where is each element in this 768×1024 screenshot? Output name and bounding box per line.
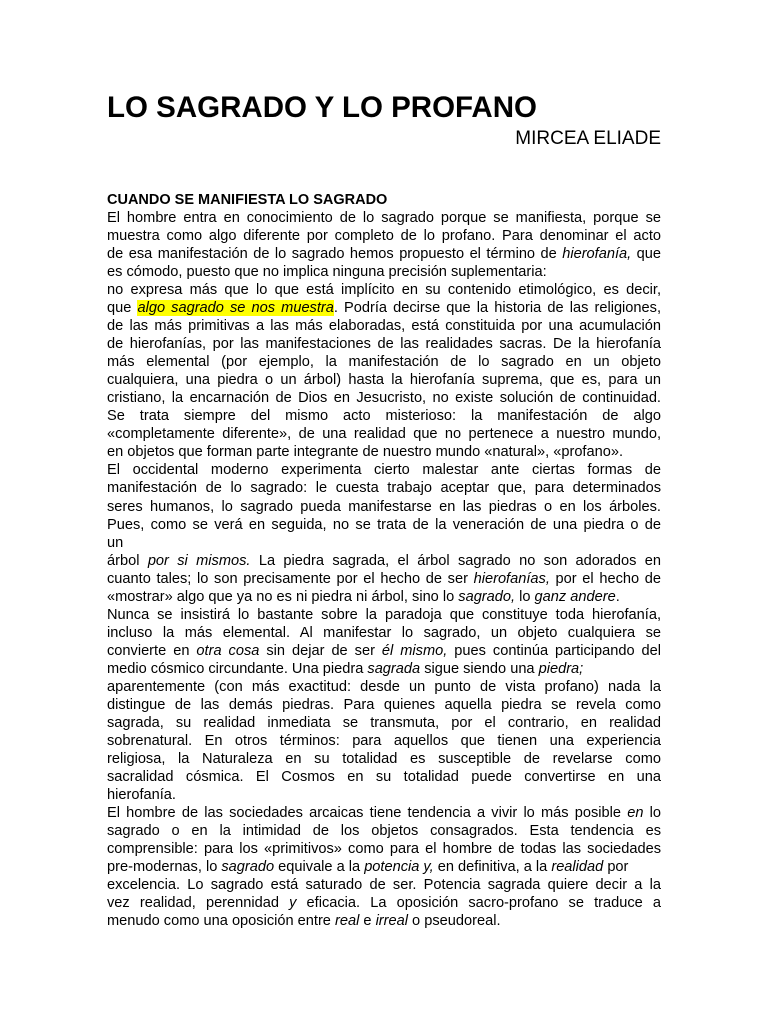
- body-line: [107, 732, 661, 750]
- body-line: [107, 714, 661, 732]
- text-run: seres humanos, lo sagrado pueda manifestarse en las piedras o en los árboles.: [107, 498, 661, 515]
- document-author: MIRCEA ELIADE: [515, 128, 661, 149]
- text-run: de hierofanías, por las manifestaciones de las realidades sacras. De la hierofanía: [107, 336, 661, 353]
- body-line: [107, 570, 661, 588]
- text-run: Pues, como se verá en seguida, no se trata de la veneración de una piedra o de: [107, 516, 661, 533]
- text-run: manifestación de lo sagrado: le cuesta trabajo aceptar que, para determinados: [107, 480, 661, 497]
- text-run: El hombre de las sociedades arcaicas tiene tendencia a vivir lo más posible: [107, 805, 628, 822]
- text-run: que: [631, 246, 662, 263]
- italic-text: otra cosa: [196, 642, 260, 659]
- text-run: aparentemente (con más exactitud: desde un punto de vista profano) nada la: [107, 678, 661, 695]
- text-run: medio cósmico circundante. Una piedra: [107, 660, 368, 677]
- body-line: [107, 768, 661, 786]
- body-line: [107, 876, 661, 894]
- italic-text: él mismo,: [381, 642, 448, 659]
- body-line: [107, 461, 661, 479]
- body-line: [107, 389, 661, 407]
- body-line: [107, 317, 661, 335]
- text-run: distingue de las demás piedras. Para quienes aquella piedra se revela como: [107, 696, 661, 713]
- text-run: de las más primitivas a las más elaboradas, está constituida por una acumulación: [107, 318, 661, 335]
- body-line: [107, 786, 661, 804]
- body-line: [107, 516, 661, 534]
- body-line: [107, 624, 661, 642]
- text-run: El hombre entra en conocimiento de lo sagrado porque se manifiesta, porque se: [107, 210, 661, 226]
- text-run: en definitiva, a la: [433, 859, 552, 876]
- text-run: Nunca se insistirá lo bastante sobre la paradoja que constituye toda hierofanía,: [107, 606, 661, 623]
- body-line: [107, 804, 661, 822]
- italic-text: realidad: [551, 859, 604, 876]
- body-line: [107, 443, 661, 461]
- text-run: por el hecho de: [549, 570, 661, 587]
- body-line: [107, 299, 661, 317]
- italic-text: piedra;: [538, 660, 584, 677]
- body-line: [107, 209, 661, 227]
- body-line: [107, 660, 661, 678]
- text-run: por: [603, 859, 629, 876]
- body-line: [107, 552, 661, 570]
- text-run: cuanto tales; lo son precisamente por el hecho de ser: [107, 570, 474, 587]
- italic-text: hierofanías,: [473, 570, 550, 587]
- italic-text: hierofanía,: [562, 246, 632, 263]
- text-run: «completamente diferente», de una realidad que no pertenece a nuestro mundo,: [107, 426, 661, 443]
- body-line: [107, 840, 661, 858]
- text-run: comprensible: para los «primitivos» como para el hombre de todas las sociedades: [107, 841, 661, 858]
- text-run: lo: [515, 588, 535, 605]
- italic-text: sagrado,: [458, 588, 516, 605]
- italic-text: por si mismos.: [147, 552, 251, 569]
- italic-text: potencia y,: [364, 859, 434, 876]
- text-run: en objetos que forman parte integrante de nuestro mundo «natural», «profano».: [107, 444, 624, 461]
- text-run: más elemental (por ejemplo, la manifestación de lo sagrado en un objeto: [107, 354, 661, 371]
- italic-text: y: [289, 895, 297, 912]
- italic-text: real: [334, 913, 360, 930]
- body-line: [107, 534, 661, 552]
- body-line: [107, 371, 661, 389]
- body-line: [107, 642, 661, 660]
- highlighted-phrase: algo sagrado se nos muestra: [137, 300, 334, 317]
- body-line: [107, 498, 661, 516]
- text-run: sin dejar de ser: [259, 642, 382, 659]
- text-run: árbol: [107, 552, 148, 569]
- italic-text: ganz andere: [534, 588, 616, 605]
- text-run: Se trata siempre del mismo acto misterioso: la manifestación de algo: [107, 408, 661, 425]
- body-line: [107, 588, 661, 606]
- body-text: [107, 209, 661, 930]
- text-run: un: [107, 534, 124, 551]
- text-run: excelencia. Lo sagrado está saturado de ser. Potencia sagrada quiere decir a la: [107, 877, 661, 894]
- body-line: [107, 750, 661, 768]
- text-run: .: [615, 588, 620, 605]
- body-line: [107, 894, 661, 912]
- text-run: es cómodo, puesto que no implica ninguna precisión suplementaria:: [107, 264, 547, 281]
- text-run: eficacia. La oposición sacro-profano se traduce a: [296, 895, 662, 912]
- body-line: [107, 822, 661, 840]
- italic-text: sagrada: [367, 660, 421, 677]
- text-run: e: [359, 913, 376, 930]
- document-title: LO SAGRADO Y LO PROFANO: [107, 91, 537, 124]
- text-run: «mostrar» algo que ya no es ni piedra ni árbol, sino lo: [107, 588, 459, 605]
- text-run: de esa manifestación de lo sagrado hemos propuesto el término de: [107, 246, 563, 263]
- text-run: lo: [643, 805, 661, 822]
- text-run: pre-modernas, lo: [107, 859, 222, 876]
- text-run: incluso la más elemental. Al manifestar lo sagrado, un objeto cualquiera se: [107, 624, 661, 641]
- text-run: sobrenatural. En otros términos: para aquellos que tienen una experiencia: [107, 732, 661, 749]
- text-run: . Podría decirse que la historia de las religiones,: [333, 300, 661, 317]
- text-run: no expresa más que lo que está implícito en su contenido etimológico, es decir,: [107, 282, 661, 299]
- body-line: [107, 353, 661, 371]
- body-line: [107, 912, 661, 930]
- text-run: que: [107, 300, 138, 317]
- body-line: [107, 678, 661, 696]
- text-run: o pseudoreal.: [408, 913, 501, 930]
- text-run: hierofanía.: [107, 787, 176, 803]
- body-line: [107, 858, 661, 876]
- text-run: sacralidad cósmica. El Cosmos en su totalidad puede convertirse en una: [107, 768, 661, 785]
- body-line: [107, 335, 661, 353]
- italic-text: irreal: [375, 913, 408, 930]
- text-run: pues continúa participando del: [447, 642, 662, 659]
- section-heading: CUANDO SE MANIFIESTA LO SAGRADO: [107, 192, 388, 208]
- text-run: muestra como algo diferente por completo de lo profano. Para denominar el acto: [107, 228, 661, 245]
- body-line: [107, 479, 661, 497]
- body-line: [107, 263, 661, 281]
- text-run: equivale a la: [274, 859, 365, 876]
- text-run: sigue siendo una: [420, 660, 539, 677]
- body-line: [107, 696, 661, 714]
- text-run: convierte en: [107, 642, 197, 659]
- body-line: [107, 606, 661, 624]
- text-run: menudo como una oposición entre: [107, 913, 335, 930]
- body-line: [107, 245, 661, 263]
- text-run: sagrada, su realidad inmediata se transmuta, por el contrario, en realidad: [107, 714, 661, 731]
- text-run: sagrado o en la intimidad de los objetos consagrados. Esta tendencia es: [107, 823, 661, 840]
- text-run: cualquiera, una piedra o un árbol) hasta la hierofanía suprema, que es, para un: [107, 372, 661, 389]
- text-run: cristiano, la encarnación de Dios en Jesucristo, no existe solución de continuidad.: [107, 390, 661, 407]
- italic-text: sagrado: [221, 859, 275, 876]
- text-run: La piedra sagrada, el árbol sagrado no son adorados en: [250, 552, 662, 569]
- body-line: [107, 407, 661, 425]
- text-run: religiosa, la Naturaleza en su totalidad es susceptible de revelarse como: [107, 750, 661, 767]
- text-run: El occidental moderno experimenta cierto malestar ante ciertas formas de: [107, 462, 661, 479]
- italic-text: en: [627, 805, 644, 822]
- body-line: [107, 425, 661, 443]
- body-line: [107, 227, 661, 245]
- body-line: [107, 281, 661, 299]
- text-run: vez realidad, perennidad: [107, 895, 290, 912]
